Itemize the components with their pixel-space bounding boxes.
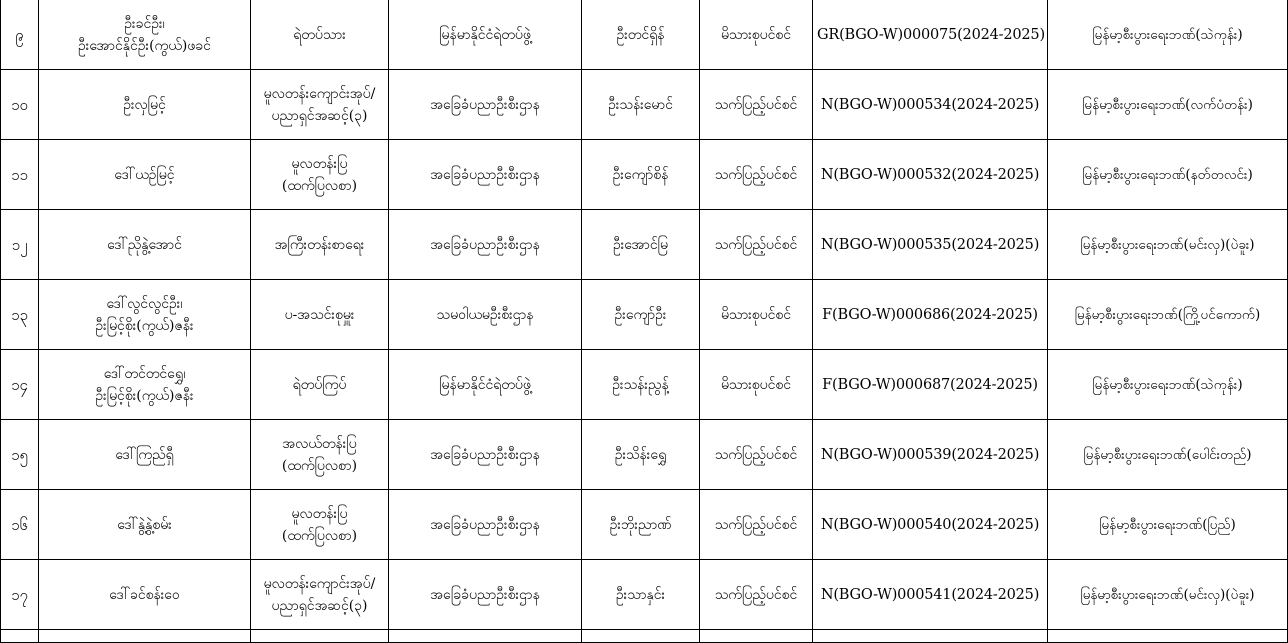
father-name-cell: ဦးကျော်စိန် (582, 140, 700, 210)
pensioner-name-cell (39, 210, 251, 280)
position-title-line: ရဲတပ်သား (293, 26, 346, 43)
table-row (1, 560, 1288, 630)
pensioner-name-line: ဦးလှမြင့် (123, 96, 166, 113)
payment-bank-branch-cell: မြန်မာ့စီးပွားရေးဘဏ်(ပေါင်းတည်) (1048, 420, 1288, 490)
pension-code-cell: N(BGO-W)000532(2024-2025) (813, 140, 1048, 210)
row-number-cell: ၁၄ (1, 350, 39, 420)
position-title-line: ပညာရှင်အဆင့်(၃) (271, 107, 368, 124)
father-name-cell: ဦးအောင်မြ (582, 210, 700, 280)
position-title-line: မူလတန်းပြ (291, 155, 348, 172)
pensioner-name-cell (39, 0, 251, 70)
pension-code-cell: GR(BGO-W)000075(2024-2025) (813, 0, 1048, 70)
table-row (1, 280, 1288, 350)
payment-bank-branch-cell: မြန်မာ့စီးပွားရေးဘဏ်(မင်းလှ)(ပဲခူး) (1048, 560, 1288, 630)
pensioner-name-cell (39, 280, 251, 350)
department-cell: အခြေခံပညာဦးစီးဌာန (389, 420, 582, 490)
empty-cell (813, 630, 1048, 643)
table-row (1, 210, 1288, 280)
pension-code-cell: N(BGO-W)000539(2024-2025) (813, 420, 1048, 490)
department-cell: အခြေခံပညာဦးစီးဌာန (389, 560, 582, 630)
position-title-cell (251, 140, 389, 210)
pension-type-cell: မိသားစုပင်စင် (700, 280, 813, 350)
position-title-line: မူလတန်းပြ (291, 505, 348, 522)
pension-type-cell: မိသားစုပင်စင် (700, 350, 813, 420)
position-title-line: (ထက်ပြလစာ) (281, 177, 358, 194)
position-title-line: မူလတန်းကျောင်းအုပ်/ (263, 575, 376, 592)
pensioner-name-line: ဦးအောင်နိုင်ဦး(ကွယ်)ဖခင် (78, 37, 211, 54)
pension-type-cell: သက်ပြည့်ပင်စင် (700, 420, 813, 490)
department-cell: သမဝါယမဦးစီးဌာန (389, 280, 582, 350)
pension-type-cell: သက်ပြည့်ပင်စင် (700, 560, 813, 630)
table-row (1, 140, 1288, 210)
position-title-line: ပ-အသင်းစုမှူး (284, 306, 355, 323)
payment-bank-branch-cell: မြန်မာ့စီးပွားရေးဘဏ်(နတ်တလင်း) (1048, 140, 1288, 210)
pension-type-cell: သက်ပြည့်ပင်စင် (700, 490, 813, 560)
position-title-line: ပညာရှင်အဆင့်(၃) (271, 597, 368, 614)
payment-bank-branch-cell: မြန်မာ့စီးပွားရေးဘဏ်(သဲကုန်း) (1048, 350, 1288, 420)
empty-cell (389, 630, 582, 643)
position-title-cell (251, 350, 389, 420)
empty-cell (1048, 630, 1288, 643)
position-title-line: မူလတန်းကျောင်းအုပ်/ (263, 85, 376, 102)
department-cell: မြန်မာနိုင်ငံရဲတပ်ဖွဲ့ (389, 0, 582, 70)
payment-bank-branch-cell: မြန်မာ့စီးပွားရေးဘဏ်(သဲကုန်း) (1048, 0, 1288, 70)
pensioner-name-line: ဒေါ်လွင်လွင်ဦး၊ (106, 295, 183, 312)
position-title-cell (251, 490, 389, 560)
table-row (1, 350, 1288, 420)
table-row (1, 490, 1288, 560)
pensioner-name-cell (39, 70, 251, 140)
father-name-cell: ဦးသာနှင်း (582, 560, 700, 630)
father-name-cell: ဦးသန်းညွန့် (582, 350, 700, 420)
pensioner-name-line: ဒေါ်နွဲ့နွဲ့စမ်း (117, 516, 172, 533)
father-name-cell: ဦးတင်ရှိန် (582, 0, 700, 70)
table-row (1, 70, 1288, 140)
position-title-cell (251, 280, 389, 350)
pensioner-name-line: ဒေါ်ညိုနွဲ့အောင် (107, 236, 182, 253)
pensioner-name-line: ဒေါ်ခင်စန်းဝေ (109, 586, 180, 603)
pensioner-name-cell (39, 560, 251, 630)
row-number-cell: ၁၀ (1, 70, 39, 140)
pension-code-cell: F(BGO-W)000687(2024-2025) (813, 350, 1048, 420)
pension-type-cell: မိသားစုပင်စင် (700, 0, 813, 70)
position-title-cell (251, 560, 389, 630)
pension-code-cell: N(BGO-W)000534(2024-2025) (813, 70, 1048, 140)
position-title-line: ရဲတပ်ကြပ် (292, 376, 347, 393)
pension-type-cell: သက်ပြည့်ပင်စင် (700, 70, 813, 140)
row-number-cell: ၉ (1, 0, 39, 70)
department-cell: အခြေခံပညာဦးစီးဌာန (389, 140, 582, 210)
pensioner-name-line: ဦးမြင့်စိုး(ကွယ်)ဇနီး (95, 387, 194, 404)
payment-bank-branch-cell: မြန်မာ့စီးပွားရေးဘဏ်(မင်းလှ)(ပဲခူး) (1048, 210, 1288, 280)
empty-cell (1, 630, 39, 643)
pensioner-name-line: ဒေါ်ကြည်ရှီ (115, 446, 174, 463)
pension-code-cell: N(BGO-W)000535(2024-2025) (813, 210, 1048, 280)
position-title-line: (ထက်ပြလစာ) (281, 527, 358, 544)
payment-bank-branch-cell: မြန်မာ့စီးပွားရေးဘဏ်(ပြည်) (1048, 490, 1288, 560)
position-title-line: အကြီးတန်းစာရေး (274, 236, 365, 253)
position-title-cell (251, 70, 389, 140)
department-cell: မြန်မာနိုင်ငံရဲတပ်ဖွဲ့ (389, 350, 582, 420)
pension-code-cell: N(BGO-W)000540(2024-2025) (813, 490, 1048, 560)
empty-cell (582, 630, 700, 643)
empty-cell (251, 630, 389, 643)
payment-bank-branch-cell: မြန်မာ့စီးပွားရေးဘဏ်(လက်ပံတန်း) (1048, 70, 1288, 140)
pension-code-cell: F(BGO-W)000686(2024-2025) (813, 280, 1048, 350)
row-number-cell: ၁၆ (1, 490, 39, 560)
position-title-line: (ထက်ပြလစာ) (281, 457, 358, 474)
table-row (1, 420, 1288, 490)
department-cell: အခြေခံပညာဦးစီးဌာန (389, 210, 582, 280)
department-cell: အခြေခံပညာဦးစီးဌာန (389, 70, 582, 140)
table-row (1, 0, 1288, 70)
position-title-cell (251, 0, 389, 70)
pension-type-cell: သက်ပြည့်ပင်စင် (700, 140, 813, 210)
pension-type-cell: သက်ပြည့်ပင်စင် (700, 210, 813, 280)
pensioner-name-cell (39, 140, 251, 210)
pensioner-name-cell (39, 490, 251, 560)
row-number-cell: ၁၁ (1, 140, 39, 210)
father-name-cell: ဦးဘိုးညာဏ် (582, 490, 700, 560)
row-number-cell: ၁၃ (1, 280, 39, 350)
pensioner-name-cell (39, 350, 251, 420)
table-body (1, 0, 1288, 643)
position-title-cell (251, 420, 389, 490)
pension-code-cell: N(BGO-W)000541(2024-2025) (813, 560, 1048, 630)
position-title-cell (251, 210, 389, 280)
pensioner-name-line: ဒေါ်ယဉ်မြင့် (114, 166, 175, 183)
empty-cell (700, 630, 813, 643)
pensioner-name-cell (39, 420, 251, 490)
payment-bank-branch-cell: မြန်မာ့စီးပွားရေးဘဏ်(ကြို့ပင်ကောက်) (1048, 280, 1288, 350)
row-number-cell: ၁၇ (1, 560, 39, 630)
pensioner-name-line: ဒေါ်တင်တင်ရွှေ၊ (103, 365, 186, 382)
table-row-partial (1, 630, 1288, 643)
row-number-cell: ၁၂ (1, 210, 39, 280)
father-name-cell: ဦးသိန်းရွှေ (582, 420, 700, 490)
pensioner-name-line: ဦးခင်ဦး၊ (124, 15, 165, 32)
department-cell: အခြေခံပညာဦးစီးဌာန (389, 490, 582, 560)
father-name-cell: ဦးကျော်ဦး (582, 280, 700, 350)
empty-cell (39, 630, 251, 643)
pensioner-name-line: ဦးမြင့်စိုး(ကွယ်)ဇနီး (95, 317, 194, 334)
position-title-line: အလယ်တန်းပြ (282, 435, 357, 452)
father-name-cell: ဦးသန်းမောင် (582, 70, 700, 140)
row-number-cell: ၁၅ (1, 420, 39, 490)
